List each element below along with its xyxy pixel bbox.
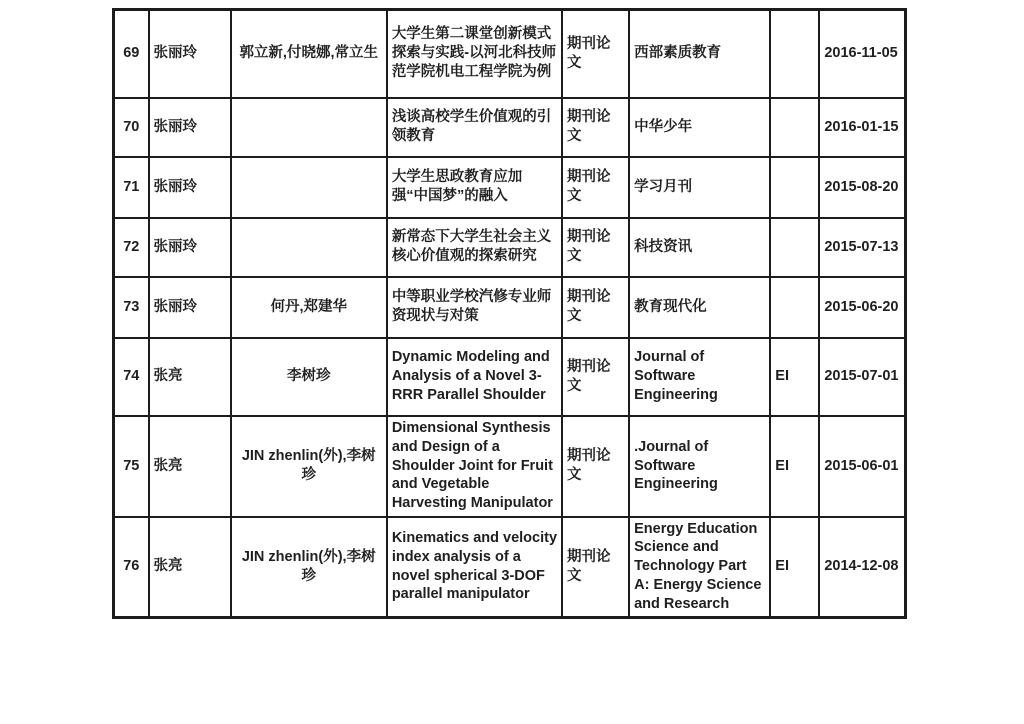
cell-index: EI [770, 416, 819, 517]
table-row [114, 277, 906, 338]
publications-table-body [114, 10, 906, 618]
cell-date: 2015-08-20 [819, 157, 905, 218]
cell-coauthors [231, 98, 387, 157]
cell-title: Dynamic Modeling and Analysis of a Novel 3-RRR Parallel Shoulder [387, 338, 562, 416]
cell-coauthors: JIN zhenlin(外),李树珍 [231, 517, 387, 618]
cell-type: 期刊论文 [562, 517, 629, 618]
cell-title: 大学生第二课堂创新模式探索与实践-以河北科技师范学院机电工程学院为例 [387, 10, 562, 98]
cell-title: 大学生思政教育应加强“中国梦”的融入 [387, 157, 562, 218]
cell-row-number: 73 [114, 277, 149, 338]
cell-coauthors: JIN zhenlin(外),李树珍 [231, 416, 387, 517]
cell-index: EI [770, 517, 819, 618]
cell-coauthors [231, 157, 387, 218]
table-row [114, 10, 906, 98]
cell-date: 2015-06-20 [819, 277, 905, 338]
cell-coauthors: 何丹,郑建华 [231, 277, 387, 338]
cell-journal: 学习月刊 [629, 157, 770, 218]
table-row [114, 517, 906, 618]
cell-author: 张丽玲 [149, 10, 231, 98]
cell-date: 2016-11-05 [819, 10, 905, 98]
cell-index [770, 157, 819, 218]
cell-date: 2014-12-08 [819, 517, 905, 618]
cell-journal: 教育现代化 [629, 277, 770, 338]
cell-journal: 中华少年 [629, 98, 770, 157]
cell-author: 张亮 [149, 338, 231, 416]
cell-coauthors: 李树珍 [231, 338, 387, 416]
cell-journal: 西部素质教育 [629, 10, 770, 98]
cell-row-number: 72 [114, 218, 149, 277]
cell-type: 期刊论文 [562, 218, 629, 277]
cell-type: 期刊论文 [562, 277, 629, 338]
cell-type: 期刊论文 [562, 157, 629, 218]
cell-row-number: 71 [114, 157, 149, 218]
table-row [114, 338, 906, 416]
cell-row-number: 76 [114, 517, 149, 618]
cell-title: 浅谈高校学生价值观的引领教育 [387, 98, 562, 157]
table-row [114, 157, 906, 218]
cell-author: 张丽玲 [149, 98, 231, 157]
cell-date: 2015-06-01 [819, 416, 905, 517]
cell-coauthors: 郭立新,付晓娜,常立生 [231, 10, 387, 98]
cell-index: EI [770, 338, 819, 416]
table-row [114, 416, 906, 517]
cell-date: 2015-07-13 [819, 218, 905, 277]
cell-index [770, 277, 819, 338]
cell-journal: Journal of Software Engineering [629, 338, 770, 416]
cell-journal: .Journal of Software Engineering [629, 416, 770, 517]
cell-row-number: 70 [114, 98, 149, 157]
publications-table [112, 8, 907, 619]
cell-title: Kinematics and velocity index analysis of a novel spherical 3-DOF parallel manipulator [387, 517, 562, 618]
cell-author: 张丽玲 [149, 218, 231, 277]
cell-date: 2015-07-01 [819, 338, 905, 416]
cell-date: 2016-01-15 [819, 98, 905, 157]
cell-index [770, 218, 819, 277]
cell-row-number: 69 [114, 10, 149, 98]
cell-author: 张亮 [149, 416, 231, 517]
cell-title: 新常态下大学生社会主义核心价值观的探索研究 [387, 218, 562, 277]
cell-index [770, 98, 819, 157]
cell-row-number: 75 [114, 416, 149, 517]
cell-author: 张亮 [149, 517, 231, 618]
cell-type: 期刊论文 [562, 338, 629, 416]
cell-title: Dimensional Synthesis and Design of a Shoulder Joint for Fruit and Vegetable Harvesting Manipulator [387, 416, 562, 517]
cell-journal: 科技资讯 [629, 218, 770, 277]
cell-type: 期刊论文 [562, 98, 629, 157]
cell-row-number: 74 [114, 338, 149, 416]
cell-type: 期刊论文 [562, 10, 629, 98]
cell-journal: Energy Education Science and Technology Part A: Energy Science and Research [629, 517, 770, 618]
cell-type: 期刊论文 [562, 416, 629, 517]
table-row [114, 218, 906, 277]
table-row [114, 98, 906, 157]
cell-author: 张丽玲 [149, 157, 231, 218]
cell-index [770, 10, 819, 98]
cell-title: 中等职业学校汽修专业师资现状与对策 [387, 277, 562, 338]
cell-coauthors [231, 218, 387, 277]
cell-author: 张丽玲 [149, 277, 231, 338]
